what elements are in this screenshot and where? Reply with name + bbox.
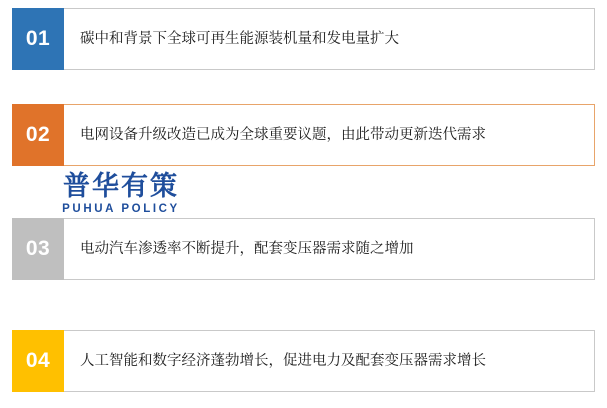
item-text: 碳中和背景下全球可再生能源装机量和发电量扩大 (80, 30, 399, 47)
item-text-box (64, 330, 595, 392)
list-item (12, 218, 595, 280)
list-item (12, 104, 595, 166)
item-number: 03 (25, 237, 51, 260)
list-item (12, 8, 595, 70)
item-text-box (64, 104, 595, 166)
item-number-badge (12, 218, 64, 280)
watermark-sub-text: PUHUA POLICY (62, 203, 180, 216)
item-number: 01 (25, 27, 51, 50)
item-number-badge (12, 330, 64, 392)
item-text: 电动汽车渗透率不断提升，配套变压器需求随之增加 (80, 240, 414, 257)
list-item (12, 330, 595, 392)
item-number-badge (12, 8, 64, 70)
item-text: 电网设备升级改造已成为全球重要议题，由此带动更新迭代需求 (80, 126, 486, 143)
item-text-box (64, 218, 595, 280)
item-text: 人工智能和数字经济蓬勃增长，促进电力及配套变压器需求增长 (80, 352, 486, 369)
item-text-box (64, 8, 595, 70)
item-number: 02 (25, 123, 51, 146)
item-number-badge (12, 104, 64, 166)
watermark (31, 172, 211, 215)
watermark-main-text: 普华有策 (63, 171, 179, 201)
item-number: 04 (25, 349, 51, 372)
